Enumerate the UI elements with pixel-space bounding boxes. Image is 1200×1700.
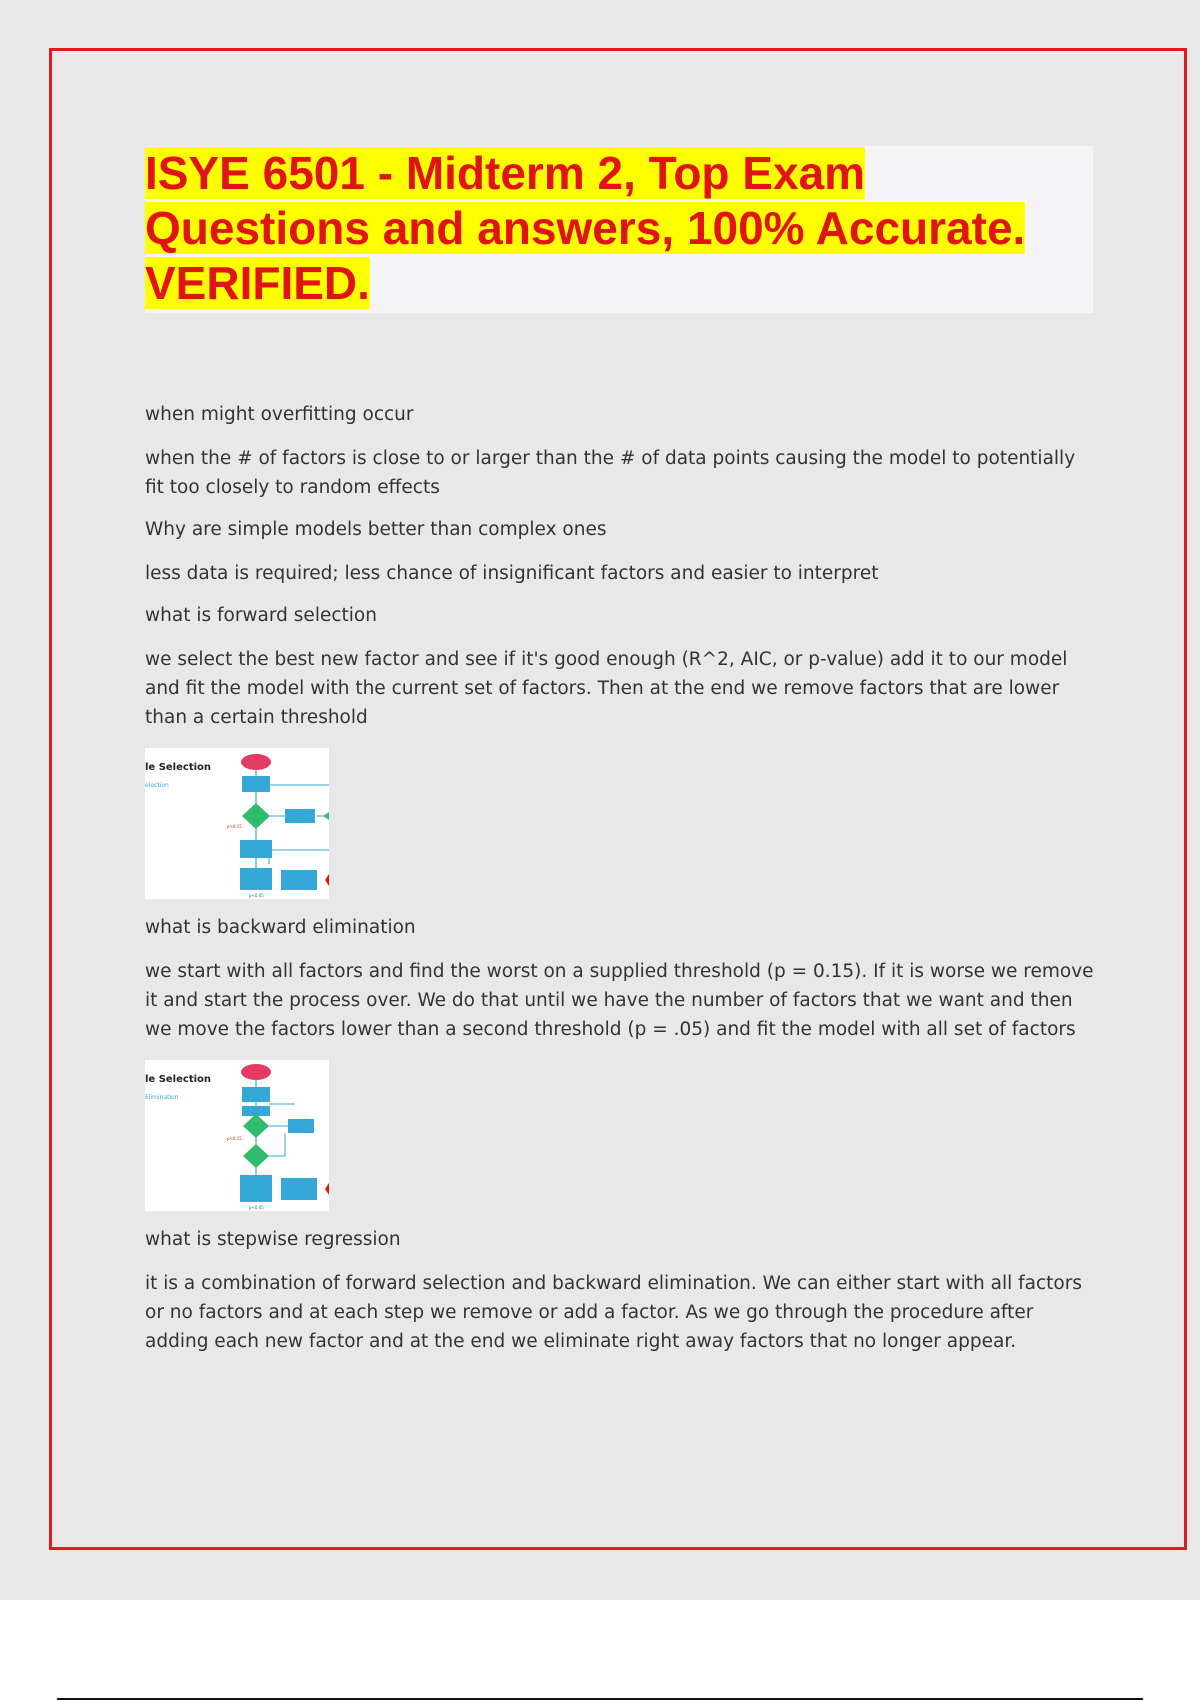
flow-label-bottom: p<0.05 (249, 893, 264, 898)
flow-label-left: p<0.15 (227, 1136, 242, 1141)
backward-elimination-flowchart (145, 1060, 329, 1211)
flow-start-terminal (241, 1064, 271, 1080)
answer-stepwise-regression: it is a combination of forward selection and backward elimination. We can either start with all factors or no factors and at each step we remove or add a factor. As we go through the procedure after adding each new factor and at the end we eliminate right away factors that no longer appear. (145, 1273, 1082, 1352)
document-title (145, 146, 1093, 311)
answer-forward-selection: we select the best new factor and see if it's good enough (R^2, AIC, or p-value) add it to our model and fit the model with the current set of factors. Then at the end we remove factors that are lower than a certain threshold (145, 649, 1068, 728)
answer-backward-elimination: we start with all factors and find the worst on a supplied threshold (p = 0.15). If it is worse we remove it and start the process over. We do that until we have the number of factors that we want and then we move the factors lower than a second threshold (p = .05) and fit the model with all set of factors (145, 961, 1094, 1040)
flow-start-terminal (241, 754, 271, 770)
question-simple-models: Why are simple models better than complex ones (145, 519, 607, 540)
figure-subheading: election (145, 782, 169, 789)
flow-process-box (281, 1178, 317, 1200)
flow-process-box (240, 1175, 272, 1202)
figure-subheading: Elimination (145, 1094, 179, 1101)
document-body (145, 400, 1095, 1356)
flow-process-box (281, 870, 317, 890)
answer-simple-models: less data is required; less chance of insignificant factors and easier to interpret (145, 563, 879, 584)
answer-overfitting: when the # of factors is close to or larger than the # of data points causing the model to potentially fit too closely to random effects (145, 448, 1076, 498)
title-line-1: ISYE 6501 - Midterm 2, Top Exam (145, 147, 866, 199)
question-forward-selection: what is forward selection (145, 605, 377, 626)
question-stepwise-regression: what is stepwise regression (145, 1229, 401, 1250)
question-overfitting: when might overfitting occur (145, 404, 414, 425)
flow-process-box (240, 868, 272, 890)
flow-process-box (242, 1087, 270, 1102)
flow-label-bottom: p<0.05 (249, 1205, 264, 1210)
title-line-3: VERIFIED. (145, 257, 370, 309)
question-backward-elimination: what is backward elimination (145, 917, 416, 938)
title-line-2: Questions and answers, 100% Accurate. (145, 202, 1026, 254)
forward-selection-flowchart (145, 748, 329, 899)
flow-process-box (242, 776, 270, 792)
flow-label-left: p>0.15 (227, 824, 242, 829)
flow-side-box (288, 1119, 314, 1133)
flow-side-box (285, 809, 315, 823)
figure-heading: le Selection (145, 1074, 212, 1085)
flow-process-box (240, 840, 272, 858)
figure-heading: le Selection (145, 762, 212, 773)
